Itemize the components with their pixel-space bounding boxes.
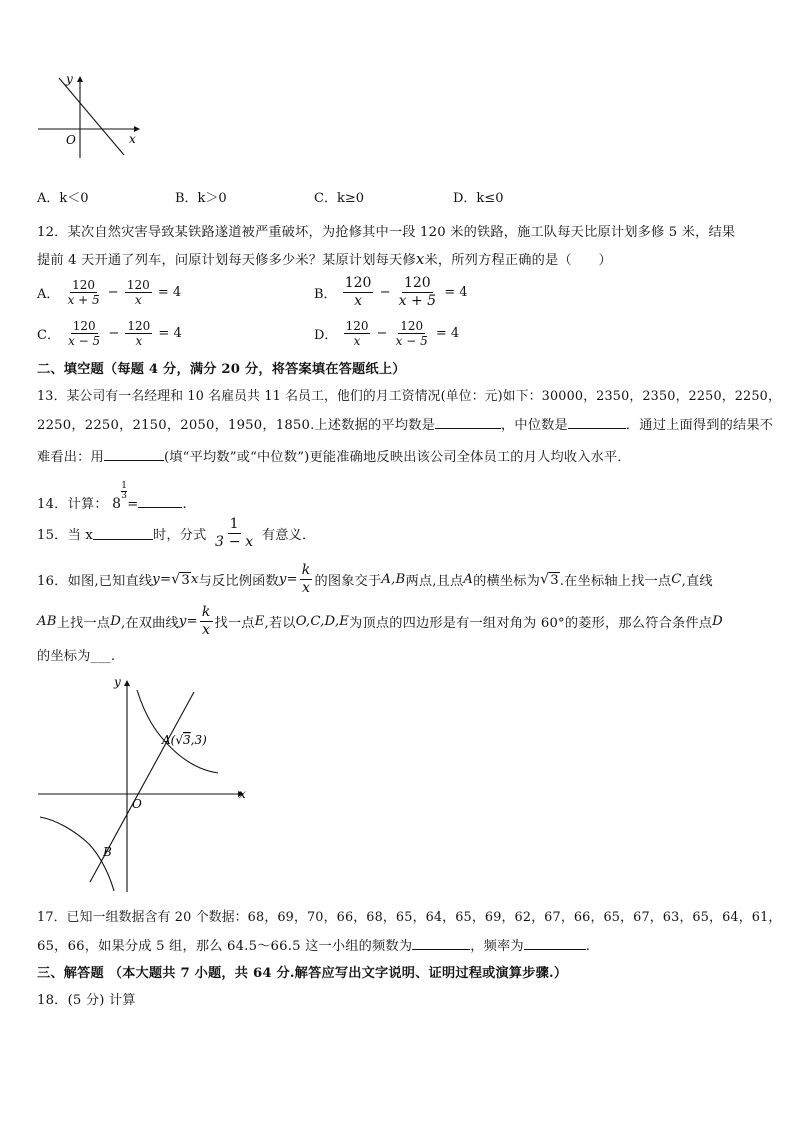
fig16-origin-label: O	[132, 797, 142, 811]
q13-line2: 2250，2250，2150，2050，1950，1850.上述数据的平均数是 ，中位数是 ．通过上面得到的结果不	[37, 418, 774, 433]
q14-line: 14．计算： 8 $\frac{1}{3}$ = .	[37, 481, 187, 512]
q15-line: 15．当 x 时，分式 $\frac{1}{3 - x}$ 有意义．	[37, 516, 316, 550]
q12-option-a: A． $\frac{120}{x + 5}$ − $\frac{120}{x}$ = 4	[37, 278, 182, 307]
q11-option-c: C．k≥0	[314, 191, 364, 206]
q13-blank-mean[interactable]	[435, 416, 501, 429]
fig16-x-label: x	[239, 787, 246, 801]
q16-line3: 的坐标为___.	[37, 649, 116, 664]
q16-line1: 16．如图,已知直线y=√3x与反比例函数y= $\frac{k}{x}$ 的图象交于A,B两点,且点A的横坐标为√3.在坐标轴上找一点C,直线	[37, 562, 713, 596]
fig11-y-label: y	[66, 72, 73, 86]
q11-option-d: D．k≤0	[453, 191, 504, 206]
q12-line2: 提前 4 天开通了列车，问原计划每天修多少米？某原计划每天修x米，所列方程正确的是（ ）	[37, 250, 612, 268]
fig16-point-a-label: A(√3,3)	[162, 733, 207, 747]
section3-heading: 三、解答题 （本大题共 7 小题，共 64 分.解答应写出文字说明、证明过程或演算步骤.）	[37, 966, 568, 981]
q12-option-d: D． $\frac{120}{x}$ − $\frac{120}{x - 5}$ = 4	[314, 319, 460, 348]
fig11-origin-label: O	[66, 133, 76, 147]
q13-line3: 难看出：用 (填“平均数”或“中位数”)更能准确地反映出该公司全体员工的月人均收入水平．	[37, 450, 631, 465]
q11-option-b: B．k＞0	[175, 191, 227, 206]
q13-blank-choice[interactable]	[104, 448, 164, 461]
q17-blank-frequency[interactable]	[412, 937, 470, 950]
q11-option-a: A．k＜0	[37, 191, 89, 206]
q15-blank[interactable]	[93, 527, 153, 540]
q12-option-b: B． $\frac{120}{x}$ − $\frac{120}{x + 5}$ = 4	[314, 275, 468, 309]
q13-blank-median[interactable]	[568, 416, 626, 429]
q13-line1: 13．某公司有一名经理和 10 名雇员共 11 名员工，他们的月工资情况(单位：元)如下：30000，2350，2350，2250，2250，	[37, 389, 781, 404]
q17-blank-rate[interactable]	[524, 937, 586, 950]
section2-heading: 二、填空题（每题 4 分，满分 20 分，将答案填在答题纸上）	[37, 362, 406, 377]
q12-line1: 12．某次自然灾害导致某铁路遂道被严重破坏，为抢修其中一段 120 米的铁路，施工队每天比原计划多修 5 米，结果	[37, 225, 736, 240]
q12-option-c: C． $\frac{120}{x - 5}$ − $\frac{120}{x}$ = 4	[37, 319, 182, 348]
q17-line1: 17．已知一组数据含有 20 个数据：68，69，70，66，68，65，64，65，69，62，67，66，65，67，63，65，64，61，	[37, 910, 782, 925]
q18-line: 18．(5 分) 计算	[37, 993, 136, 1008]
q11-graph	[34, 72, 144, 160]
q17-line2: 65，66，如果分成 5 组，那么 64.5～66.5 这一小组的频数为 ，频率为 .	[37, 939, 591, 954]
fig16-point-b-label: B	[103, 845, 112, 859]
q16-graph	[34, 672, 254, 894]
fig16-y-label: y	[114, 675, 121, 689]
fig11-x-label: x	[129, 132, 136, 146]
q16-line2: AB上找一点D,在双曲线y= $\frac{k}{x}$ 找一点E,若以O,C,D,E为顶点的四边形是有一组对角为 60°的菱形，那么符合条件点D	[37, 604, 723, 638]
q14-blank[interactable]	[138, 495, 182, 508]
